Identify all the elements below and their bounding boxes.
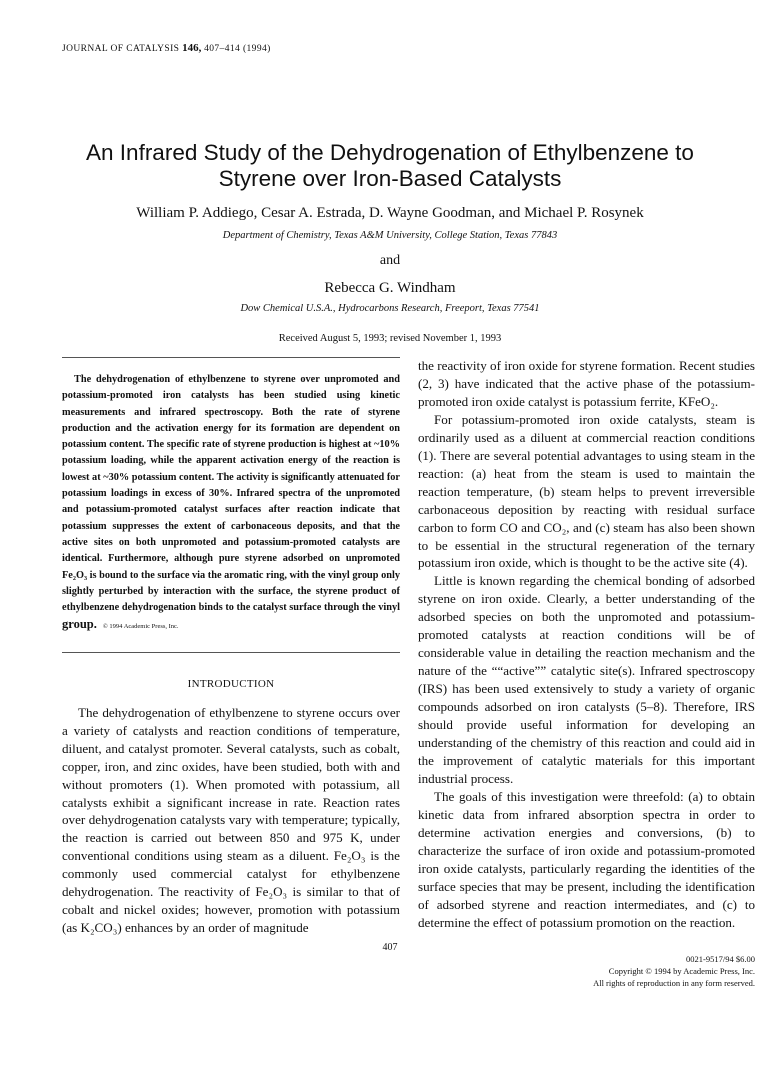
paragraph: The goals of this investigation were threefold: (a) to obtain kinetic data from infrared absorption spectra in order to determine activation energies and conversions, (b) to characterize the surface of iron oxide and potassium-promoted iron oxide catalysts, particularly regarding the identities of the surface species that may be present, including the identification of adsorbed styrene and reaction intermediates, and (c) to determine the effect of potassium promotion on the reaction. <box>418 788 755 930</box>
journal-name: JOURNAL OF CATALYSIS <box>62 44 180 54</box>
affiliation-2: Dow Chemical U.S.A., Hydrocarbons Research, Freeport, Texas 77541 <box>240 303 540 314</box>
affiliation-1: Department of Chemistry, Texas A&M University, College Station, Texas 77843 <box>222 230 558 241</box>
author-separator: and <box>379 253 401 268</box>
author-list: William P. Addiego, Cesar A. Estrada, D. Wayne Goodman, and Michael P. Rosynek <box>136 205 644 221</box>
running-head <box>62 42 271 54</box>
journal-volume: 146, <box>182 42 202 54</box>
abstract-bottom-rule <box>62 652 400 653</box>
author-2: Rebecca G. Windham <box>324 280 456 296</box>
journal-pages-year: 407–414 (1994) <box>204 44 271 54</box>
abstract-top-rule <box>62 357 400 358</box>
paragraph: For potassium-promoted iron oxide catalysts, steam is ordinarily used as a diluent at commercial reaction conditions (1). There are several potential advantages to using steam in the reaction: (a) heat from the steam is used to maintain the reaction temperature, (b) steam helps to prevent irreversible carbonaceous deposition by reacting with residual surface carbon to form CO and CO₂, and (c) steam has also been shown to be essential in the structural regeneration of the ternary potassium iron oxide, which is thought to be the active site (4). <box>418 411 755 571</box>
footer-copyright <box>593 953 755 989</box>
abstract-last-word: group. <box>62 617 97 632</box>
paper-title: An Infrared Study of the Dehydrogenation of Ethylbenzene to Styrene over Iron-Based Catalysts <box>86 140 694 191</box>
received-dates: Received August 5, 1993; revised November 1, 1993 <box>278 333 502 344</box>
paragraph: the reactivity of iron oxide for styrene formation. Recent studies (2, 3) have indicated that the active phase of the potassium-promoted iron oxide catalyst is potassium ferrite, KFeO₂. <box>418 358 755 409</box>
footer-copyright-line: Copyright © 1994 by Academic Press, Inc. <box>608 966 755 976</box>
footer-code: 0021-9517/94 $6.00 <box>686 954 755 964</box>
footer-rights: All rights of reproduction in any form reserved. <box>593 978 755 988</box>
page-number: 407 <box>382 942 398 953</box>
paragraph: The dehydrogenation of ethylbenzene to styrene occurs over a variety of catalysts and reaction conditions of temperature, diluent, and catalyst promoter. Several catalysts, such as cobalt, copper, iron, and zinc oxides, have been studied, both with and without promoters (1). When promoted with potassium, all catalysts exhibit a significant increase in rate. Reaction rates over dehydrogenation catalysts vary with temperature; typically, the reaction is carried out between 850 and 975 K, under conventional conditions using steam as a diluent. Fe₂O₃ is the commonly used commercial catalyst for ethylbenzene dehydrogenation. The reactivity of Fe₂O₃ is similar to that of cobalt and nickel oxides; however, promotion with potassium (as K₂CO₃) enhances by an order of magnitude <box>62 705 400 935</box>
abstract-text: The dehydrogenation of ethylbenzene to styrene over unpromoted and potassium-promoted iron catalysts has been studied using kinetic measurements and infrared spectroscopy. Both the rate of styrene production and the activation energy for its formation are dependent on potassium content. The specific rate of styrene production is highest at ~10% potassium loading, while the apparent activation energy of the reaction is lowest at ~30% potassium content. The activity is significantly attenuated for potassium loadings in excess of 30%. Infrared spectra of the unpromoted and potassium-promoted catalyst surfaces after reaction indicate that potassium suppresses the extent of carbonaceous deposits, and that the active sites on both unpromoted and potassium-promoted catalysts are identical. Furthermore, although pure styrene adsorbed on unpromoted Fe₂O₃ is bound to the surface via the aromatic ring, with the vinyl group only slightly perturbed by interaction with the surface, the styrene product of ethylbenzene dehydrogenation binds to the catalyst surface through the vinyl <box>62 374 400 614</box>
abstract <box>62 372 400 636</box>
abstract-copyright: © 1994 Academic Press, Inc. <box>102 623 179 631</box>
left-column <box>62 704 400 937</box>
right-column <box>418 357 755 932</box>
paragraph: Little is known regarding the chemical bonding of adsorbed styrene on iron oxide. Clearly, a better understanding of the adsorbed species on both the unpromoted and potassium-promoted catalysts at reaction conditions will be of considerable value in detailing the reaction mechanism and the nature of the ““active”” catalytic site(s). Infrared spectroscopy (IRS) has been used extensively to study a variety of organic compounds adsorbed on iron catalysts (5–8). Therefore, IRS should provide useful information for developing an understanding of the chemistry of this reaction and could aid in the improvement of catalytic materials for this important industrial process. <box>418 573 755 786</box>
section-heading-introduction: INTRODUCTION <box>187 678 275 690</box>
